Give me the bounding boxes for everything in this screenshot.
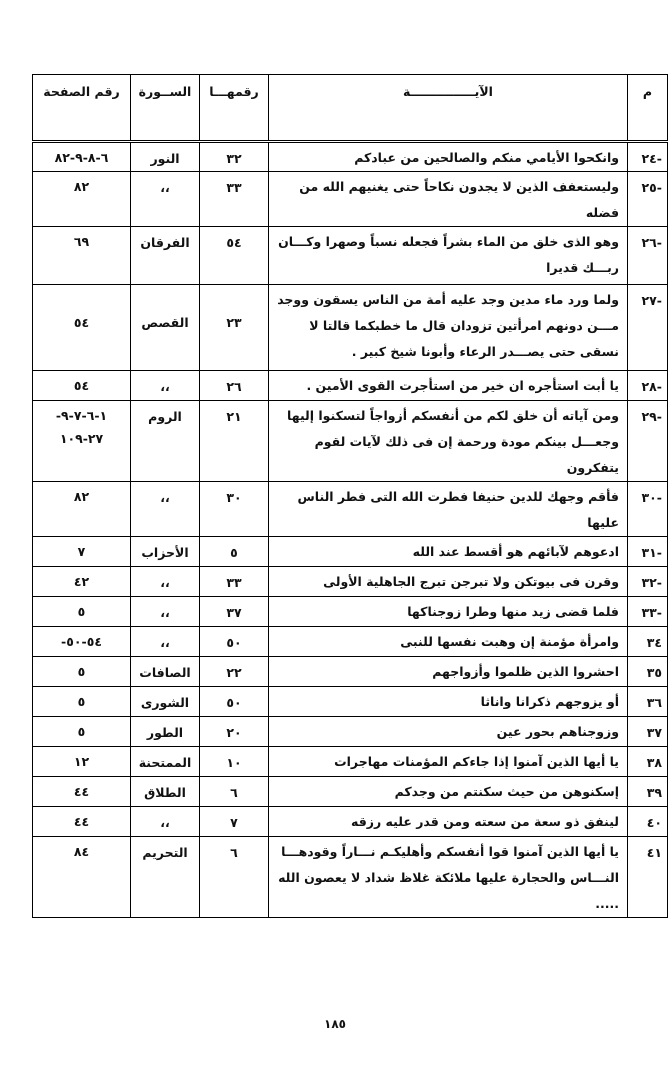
row-surah: ،، <box>131 482 200 537</box>
row-number: -٢٨ <box>628 371 668 401</box>
row-ayah: ومن آياته أن خلق لكم من أنفسكم أزواجاً لتسكنوا إليها وجعـــل بينكم مودة ورحمة إن فى ذلك لآيات لقوم يتفكرون <box>269 401 628 482</box>
verses-table <box>32 74 668 918</box>
row-ayah-number: ٢٢ <box>200 657 269 687</box>
row-page: ٨٢ <box>33 172 131 227</box>
row-page: ٤٢ <box>33 567 131 597</box>
row-ayah-number: ٦ <box>200 837 269 918</box>
row-page: ١٢ <box>33 747 131 777</box>
row-ayah-number: ١٠ <box>200 747 269 777</box>
row-number: -٢٤ <box>628 142 668 172</box>
row-ayah-number: ٢٣ <box>200 285 269 371</box>
row-ayah: وامرأة مؤمنة إن وهبت نفسها للنبى <box>269 627 628 657</box>
row-surah: التحريم <box>131 837 200 918</box>
row-number: ٤١ <box>628 837 668 918</box>
row-ayah: لينفق ذو سعة من سعته ومن قدر عليه رزقه <box>269 807 628 837</box>
table-row <box>33 371 668 401</box>
row-ayah: يا أيها الذين آمنوا إذا جاءكم المؤمنات مهاجرات <box>269 747 628 777</box>
table-row <box>33 687 668 717</box>
row-surah: النور <box>131 142 200 172</box>
row-ayah-number: ٣٢ <box>200 142 269 172</box>
row-ayah-number: ٥٤ <box>200 227 269 285</box>
row-surah: الطور <box>131 717 200 747</box>
header-page-number: رقم الصفحة <box>33 75 131 142</box>
row-page: ٥ <box>33 657 131 687</box>
row-ayah: فلما قضى زيد منها وطرا زوجناكها <box>269 597 628 627</box>
row-surah: ،، <box>131 567 200 597</box>
row-number: ٣٦ <box>628 687 668 717</box>
table-row <box>33 401 668 482</box>
table-row <box>33 657 668 687</box>
row-ayah-number: ٢٠ <box>200 717 269 747</box>
row-ayah: وليستعفف الذين لا يجدون نكاحاً حتى يغنيهم الله من فضله <box>269 172 628 227</box>
table-row <box>33 567 668 597</box>
row-ayah-number: ٧ <box>200 807 269 837</box>
row-surah: الصافات <box>131 657 200 687</box>
table-row <box>33 537 668 567</box>
row-ayah-number: ٣٣ <box>200 172 269 227</box>
row-surah: الروم <box>131 401 200 482</box>
table-body <box>33 142 668 918</box>
table-row <box>33 227 668 285</box>
row-ayah: احشروا الذين ظلموا وأزواجهم <box>269 657 628 687</box>
table-row <box>33 837 668 918</box>
row-ayah-number: ٦ <box>200 777 269 807</box>
table-row <box>33 627 668 657</box>
row-ayah: وزوجناهم بحور عين <box>269 717 628 747</box>
table-header-row <box>33 75 668 142</box>
row-ayah: يا أيها الذين آمنوا قوا أنفسكم وأهليكـم نـــاراً وقودهـــا النـــاس والحجارة عليها ملائكة غلاظ شداد لا يعصون الله ..... <box>269 837 628 918</box>
table-row <box>33 807 668 837</box>
header-number: م <box>628 75 668 142</box>
row-surah: ،، <box>131 627 200 657</box>
row-surah: الطلاق <box>131 777 200 807</box>
row-surah: الممتحنة <box>131 747 200 777</box>
row-ayah-number: ٣٠ <box>200 482 269 537</box>
row-ayah-number: ٥٠ <box>200 687 269 717</box>
row-number: ٣٥ <box>628 657 668 687</box>
row-page: ٥ <box>33 597 131 627</box>
row-page: ٧ <box>33 537 131 567</box>
row-ayah: إسكنوهن من حيث سكنتم من وجدكم <box>269 777 628 807</box>
row-number: ٣٩ <box>628 777 668 807</box>
table-row <box>33 717 668 747</box>
row-ayah: ادعوهم لآبائهم هو أقسط عند الله <box>269 537 628 567</box>
row-number: -٣٢ <box>628 567 668 597</box>
row-page: ٨٤ <box>33 837 131 918</box>
row-number: -٣٠ <box>628 482 668 537</box>
row-surah: الشورى <box>131 687 200 717</box>
row-surah: ،، <box>131 807 200 837</box>
header-ayah: الآيـــــــــــــــة <box>269 75 628 142</box>
row-number: ٣٧ <box>628 717 668 747</box>
header-ayah-number: رقمهـــا <box>200 75 269 142</box>
table-row <box>33 747 668 777</box>
row-page: ٨٢ <box>33 482 131 537</box>
table-row <box>33 285 668 371</box>
row-number: -٣٣ <box>628 597 668 627</box>
row-number: -٢٦ <box>628 227 668 285</box>
row-ayah: وقرن فى بيوتكن ولا تبرجن تبرج الجاهلية الأولى <box>269 567 628 597</box>
page-number: ١٨٥ <box>324 1017 346 1031</box>
row-number: ٣٤ <box>628 627 668 657</box>
table-row <box>33 172 668 227</box>
header-surah: الســورة <box>131 75 200 142</box>
row-page: ٦-٨-٩-٨٢ <box>33 142 131 172</box>
row-ayah-number: ٥٠ <box>200 627 269 657</box>
row-number: -٢٥ <box>628 172 668 227</box>
table-row <box>33 777 668 807</box>
row-page: ٤٤ <box>33 807 131 837</box>
row-page: ٥٤-٥٠- <box>33 627 131 657</box>
row-page: ٦٩ <box>33 227 131 285</box>
row-number: ٤٠ <box>628 807 668 837</box>
row-number: -٢٩ <box>628 401 668 482</box>
row-page: ٥ <box>33 717 131 747</box>
row-page: ٥٤ <box>33 371 131 401</box>
row-ayah: ولما ورد ماء مدين وجد عليه أمة من الناس يسقون ووجد مـــن دونهم امرأتين تزودان قال ما خطبكما قالتا لا نسقى حتى يصـــدر الرعاء وأبونا شيخ كبير . <box>269 285 628 371</box>
row-ayah-number: ٢٦ <box>200 371 269 401</box>
table-row <box>33 482 668 537</box>
row-page: ٥ <box>33 687 131 717</box>
row-ayah: وهو الذى خلق من الماء بشراً فجعله نسباً وصهرا وكـــان ربـــك قديرا <box>269 227 628 285</box>
row-number: -٢٧ <box>628 285 668 371</box>
row-page: ٥٤ <box>33 285 131 371</box>
row-ayah-number: ٥ <box>200 537 269 567</box>
row-ayah-number: ٢١ <box>200 401 269 482</box>
row-ayah-number: ٣٧ <box>200 597 269 627</box>
row-surah: الفرقان <box>131 227 200 285</box>
row-ayah-number: ٣٣ <box>200 567 269 597</box>
row-surah: ،، <box>131 597 200 627</box>
row-ayah: فأقم وجهك للدين حنيفا فطرت الله التى فطر الناس عليها <box>269 482 628 537</box>
row-number: ٣٨ <box>628 747 668 777</box>
row-surah: ،، <box>131 371 200 401</box>
row-surah: ،، <box>131 172 200 227</box>
row-page: ١-٦-٧-٩- ٢٧-١٠٩ <box>33 401 131 482</box>
row-ayah: يا أبت استأجره ان خير من استأجرت القوى الأمين . <box>269 371 628 401</box>
row-number: -٣١ <box>628 537 668 567</box>
table-row <box>33 597 668 627</box>
table-row <box>33 142 668 172</box>
row-ayah: وانكحوا الأيامي منكم والصالحين من عبادكم <box>269 142 628 172</box>
row-surah: القصص <box>131 285 200 371</box>
row-surah: الأحزاب <box>131 537 200 567</box>
row-page: ٤٤ <box>33 777 131 807</box>
row-ayah: أو يزوجهم ذكرانا واناثا <box>269 687 628 717</box>
